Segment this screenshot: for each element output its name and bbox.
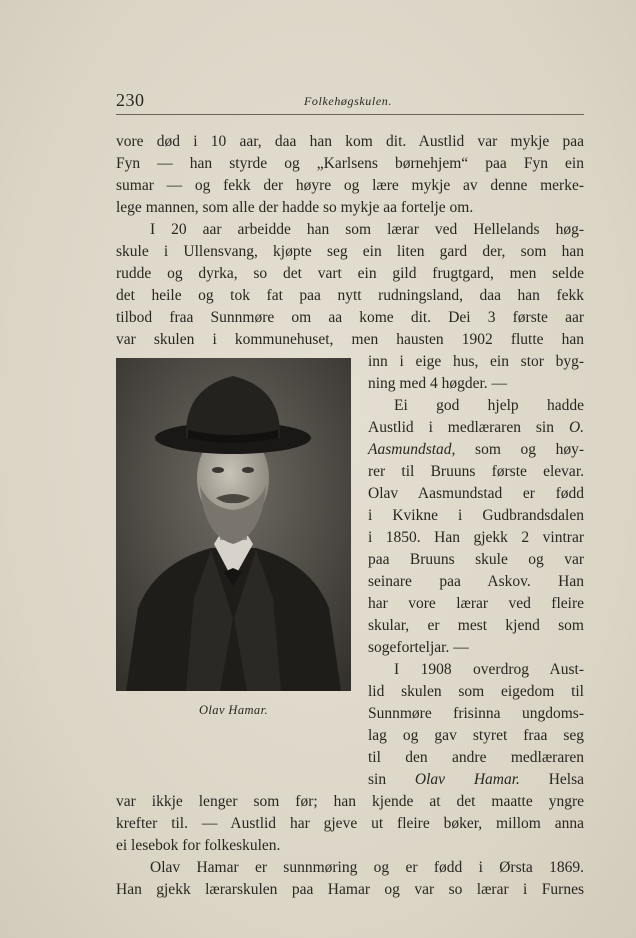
text-line: Fyn — han styrde og „Karlsens børnehjem“ paa Fyn ein xyxy=(116,155,584,172)
portrait-image xyxy=(116,358,351,691)
text-line: vore død i 10 aar, daa han kom dit. Austlid var mykje paa xyxy=(116,133,584,150)
text-line: Olav Aasmundstad er fødd xyxy=(368,485,584,502)
photo-caption: Olav Hamar. xyxy=(199,703,268,717)
text-line: Olav Hamar er sunnmøring og er fødd i Ørsta 1869. xyxy=(150,859,584,876)
text-line: I 1908 overdrog Aust- xyxy=(394,661,584,678)
text-line: tilbod fraa Sunnmøre om aa kome dit. Dei 3 første aar xyxy=(116,309,584,326)
text-line: var skulen i kommunehuset, men hausten 1902 flutte han xyxy=(116,331,584,348)
text-line: Ei god hjelp hadde xyxy=(394,397,584,414)
text-line: skule i Ullensvang, kjøpte seg ein liten gard der, som han xyxy=(116,243,584,260)
text-line: sumar — og fekk der høyre og lære mykje av denne merke- xyxy=(116,177,584,194)
text-line: lege mannen, som alle der hadde so mykje aa fortelje om. xyxy=(116,199,474,216)
text-line: paa Bruuns skule og var xyxy=(368,551,584,568)
text-line: i 1850. Han gjekk 2 vintrar xyxy=(368,529,584,546)
text-line: Aasmundstad, som og høy- xyxy=(368,441,584,458)
text-line: til den andre medlæraren xyxy=(368,749,584,766)
text-line: Sunnmøre frisinna ungdoms- xyxy=(368,705,584,722)
text-line: ning med 4 høgder. — xyxy=(368,375,508,392)
text-line: Austlid i medlæraren sin O. xyxy=(368,419,585,436)
text-line: det heile og tok fat paa nytt rudningsland, daa han fekk xyxy=(116,287,584,304)
text-line: seinare paa Askov. Han xyxy=(368,573,584,590)
text-line: skular, er mest kjend som xyxy=(368,617,584,634)
text-line: rer til Bruuns første elevar. xyxy=(368,463,584,480)
text-line: var ikkje lenger som før; han kjende at det maatte yngre xyxy=(116,793,584,810)
text-line: lag og gav styret fraa seg xyxy=(368,727,584,744)
text-line: sogeforteljar. — xyxy=(368,639,469,656)
text-line: I 20 aar arbeidde han som lærar ved Hellelands høg- xyxy=(150,221,584,238)
page-header xyxy=(116,88,584,115)
text-line: inn i eige hus, ein stor byg- xyxy=(368,353,584,370)
text-line: Han gjekk lærarskulen paa Hamar og var so lærar i Furnes xyxy=(116,881,584,898)
text-line: krefter til. — Austlid har gjeve ut fleire bøker, millom anna xyxy=(116,815,584,832)
running-title: Folkehøgskulen. xyxy=(304,94,392,108)
text-line: i Kvikne i Gudbrandsdalen xyxy=(368,507,584,524)
text-line: ei lesebok for folkeskulen. xyxy=(116,837,281,854)
text-line: sin Olav Hamar. Helsa xyxy=(368,771,584,788)
text-line: har vore lærar ved fleire xyxy=(368,595,584,612)
text-line: lid skulen som eigedom til xyxy=(368,683,584,700)
text-line: rudde og dyrka, so det vart ein gild frugtgard, men selde xyxy=(116,265,584,282)
page-number: 230 xyxy=(116,90,145,110)
portrait-photo xyxy=(116,358,351,691)
